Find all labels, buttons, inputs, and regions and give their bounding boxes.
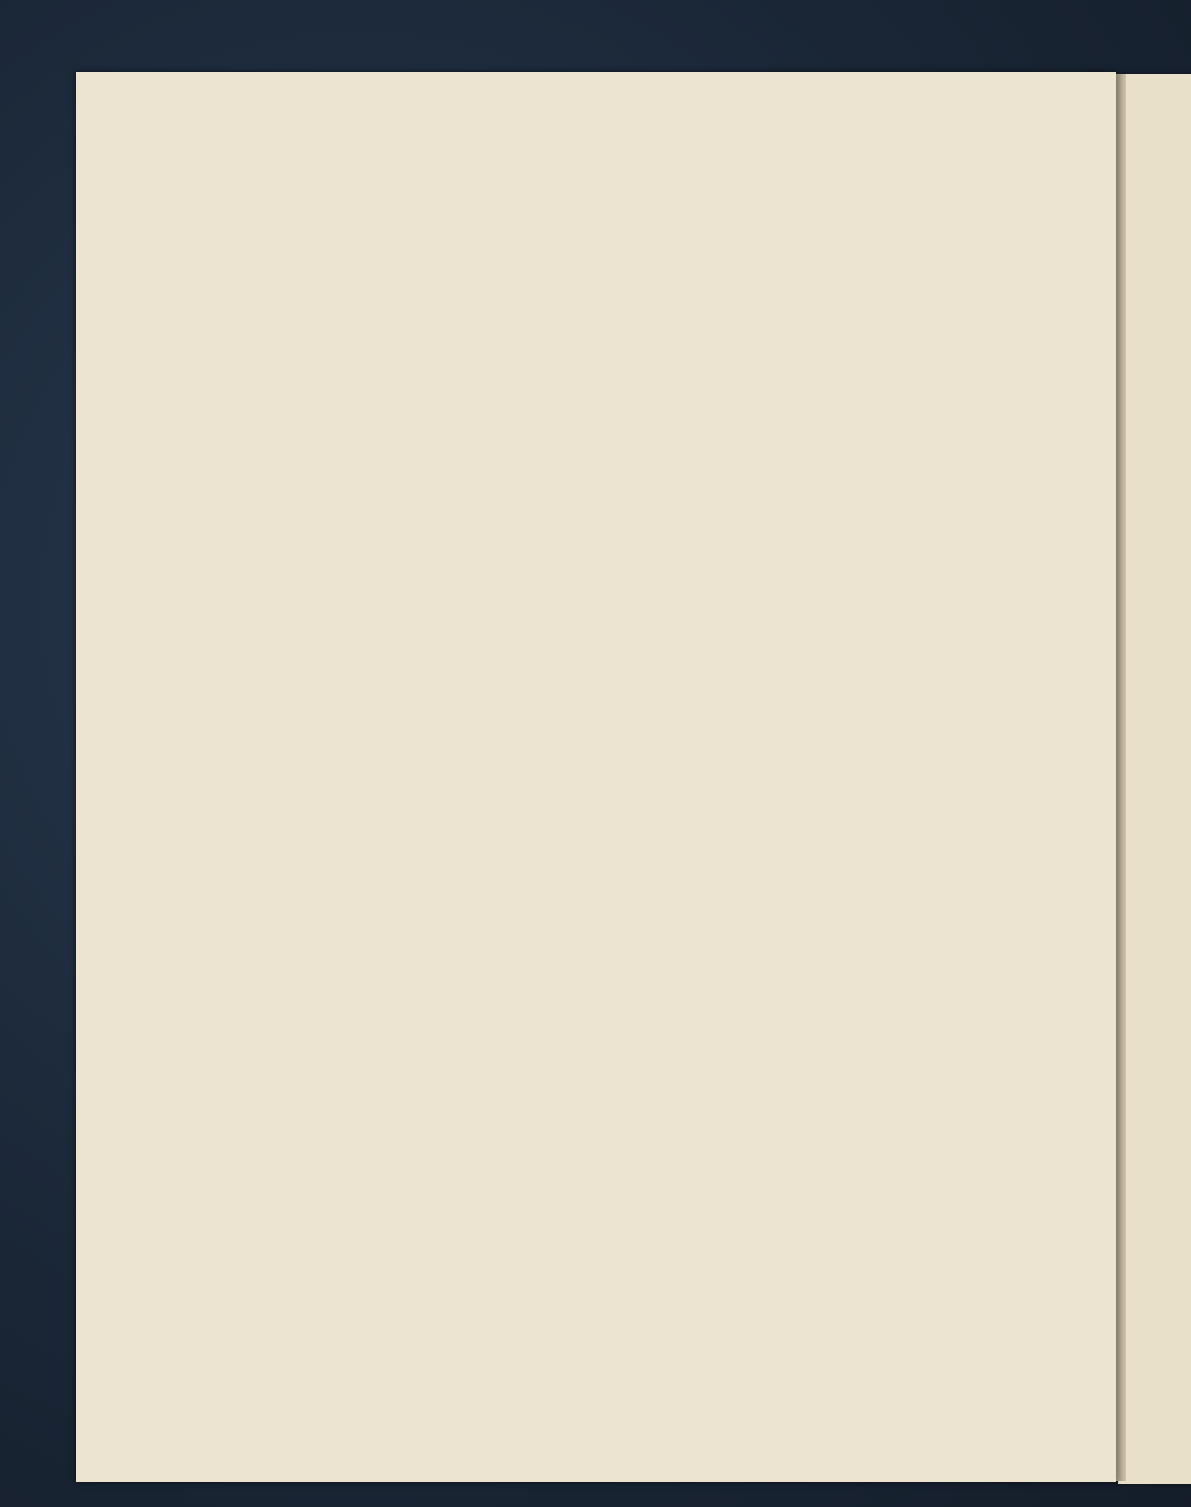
next-page: [1118, 74, 1191, 1484]
page: [76, 72, 1116, 1482]
